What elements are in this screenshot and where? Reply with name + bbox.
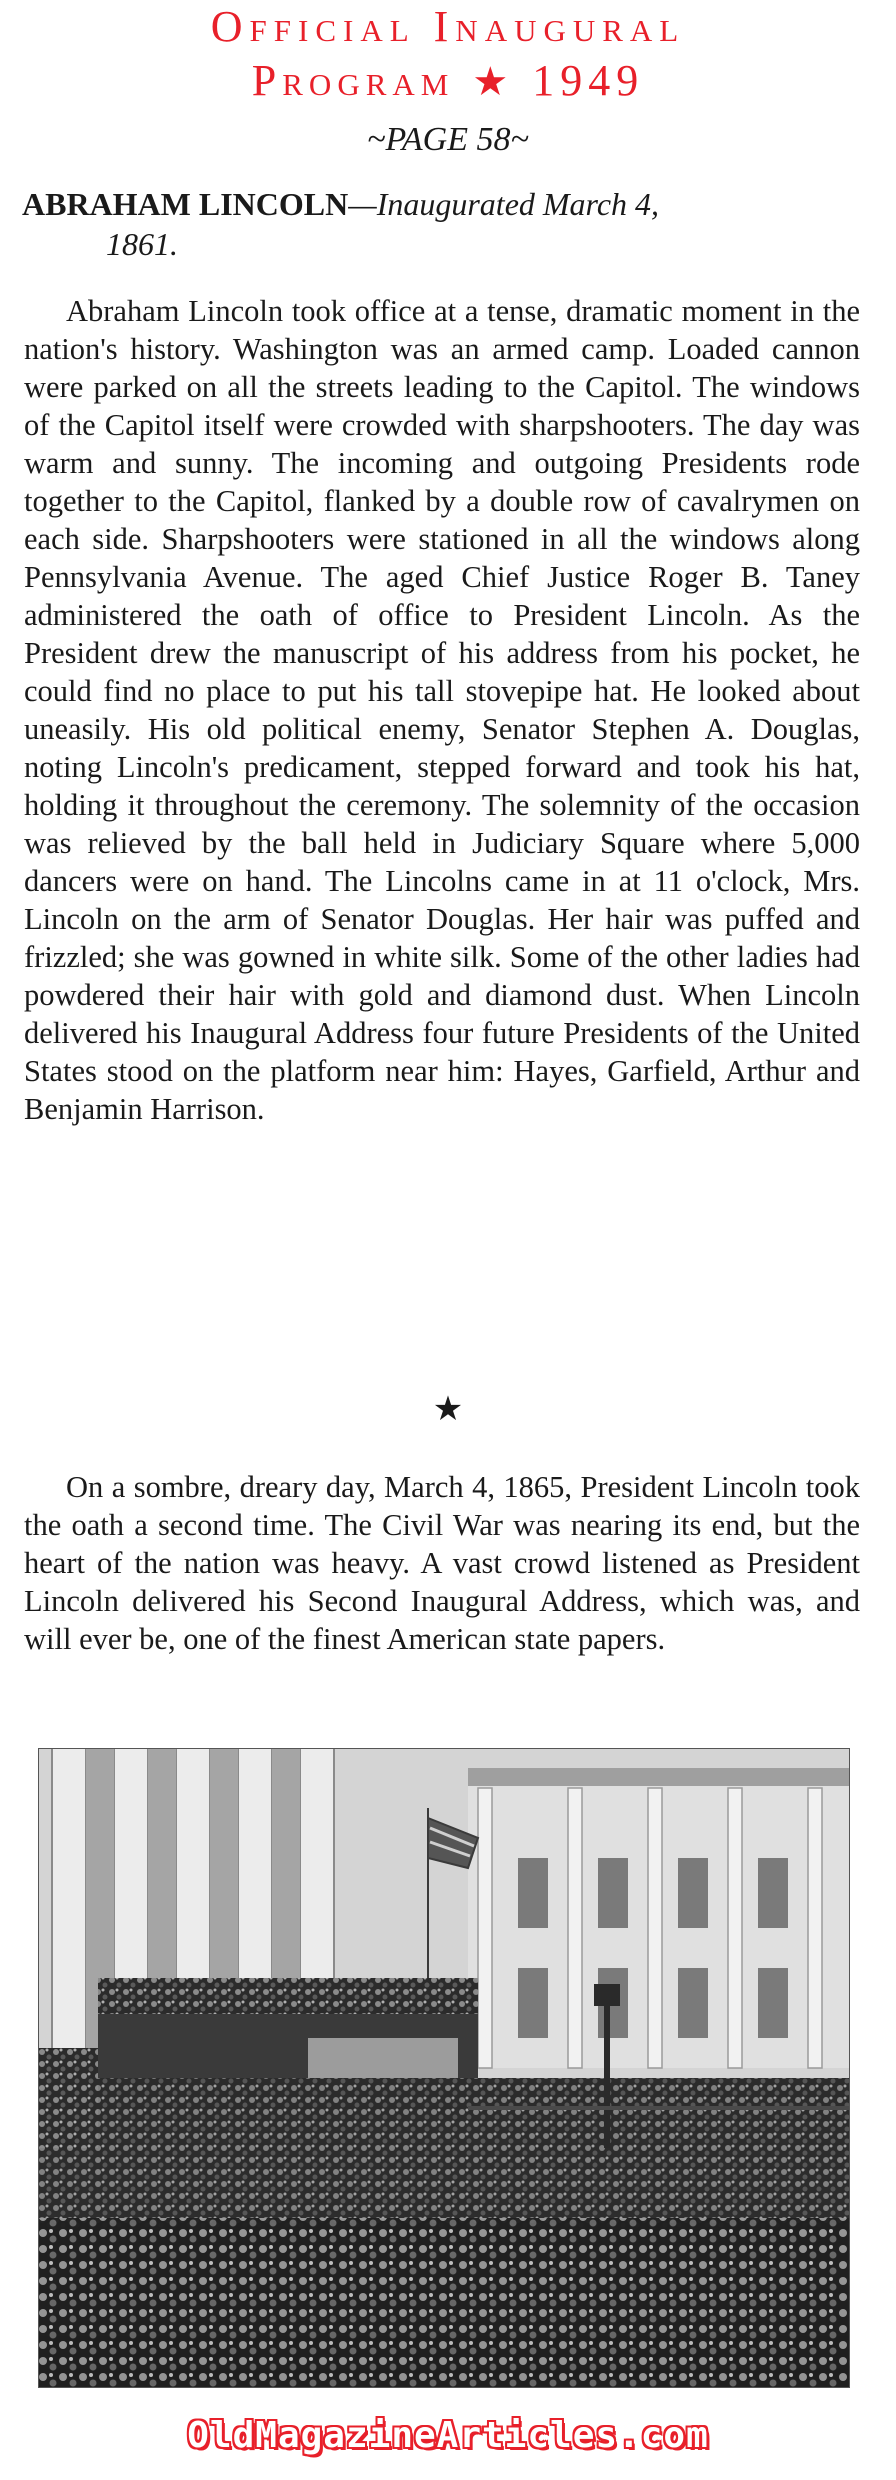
- article-heading: [22, 184, 872, 264]
- star-icon: ★: [472, 59, 515, 104]
- article-paragraph-1: Abraham Lincoln took office at a tense, dramatic moment in the nation's history. Washington was an armed camp. Loaded cannon were parked on all the streets leading to the Capitol. The windows of the Capitol itself were crowded with sharpshooters. The day was warm and sunny. The incoming and outgoing Presidents rode together to the Capitol, flanked by a double row of cavalrymen on each side. Sharpshooters were stationed in all the windows along Pennsylvania Avenue. The aged Chief Justice Roger B. Taney administered the oath of office to President Lincoln. As the President drew the manuscript of his address from his pocket, he could find no place to put his tall stovepipe hat. He looked about uneasily. His old political enemy, Senator Stephen A. Douglas, noting Lincoln's predicament, stepped forward and took his hat, holding it throughout the ceremony. The solemnity of the occasion was relieved by the ball held in Judiciary Square where 5,000 dancers were on hand. The Lincolns came in at 11 o'clock, Mrs. Lincoln on the arm of Senator Douglas. Her hair was puffed and frizzled; she was gowned in white silk. Some of the other ladies had powdered their hair with gold and diamond dust. When Lincoln delivered his Inaugural Address four future Presidents of the United States stood on the platform near him: Hayes, Garfield, Arthur and Benjamin Harrison.: [24, 294, 860, 1126]
- program-word: Program: [251, 56, 455, 105]
- lincoln-inauguration-photo: [38, 1748, 850, 2388]
- page-number: ~PAGE 58~: [367, 121, 529, 158]
- program-title: Official Inaugural: [210, 2, 686, 51]
- article-paragraph-2: On a sombre, dreary day, March 4, 1865, President Lincoln took the oath a second time. The Civil War was nearing its end, but the heart of the nation was heavy. A vast crowd listened as President Lincoln delivered his Second Inaugural Address, which was, and will ever be, one of the finest American state papers.: [24, 1470, 860, 1656]
- program-subtitle: [0, 56, 896, 107]
- article-subtitle: —Inaugurated March 4,: [348, 186, 660, 222]
- source-watermark: OldMagazineArticles.com: [187, 2415, 709, 2456]
- program-year: 1949: [532, 56, 645, 105]
- article-year: 1861.: [106, 226, 178, 262]
- article-name: ABRAHAM LINCOLN: [22, 186, 349, 222]
- star-divider-icon: ★: [432, 1391, 464, 1428]
